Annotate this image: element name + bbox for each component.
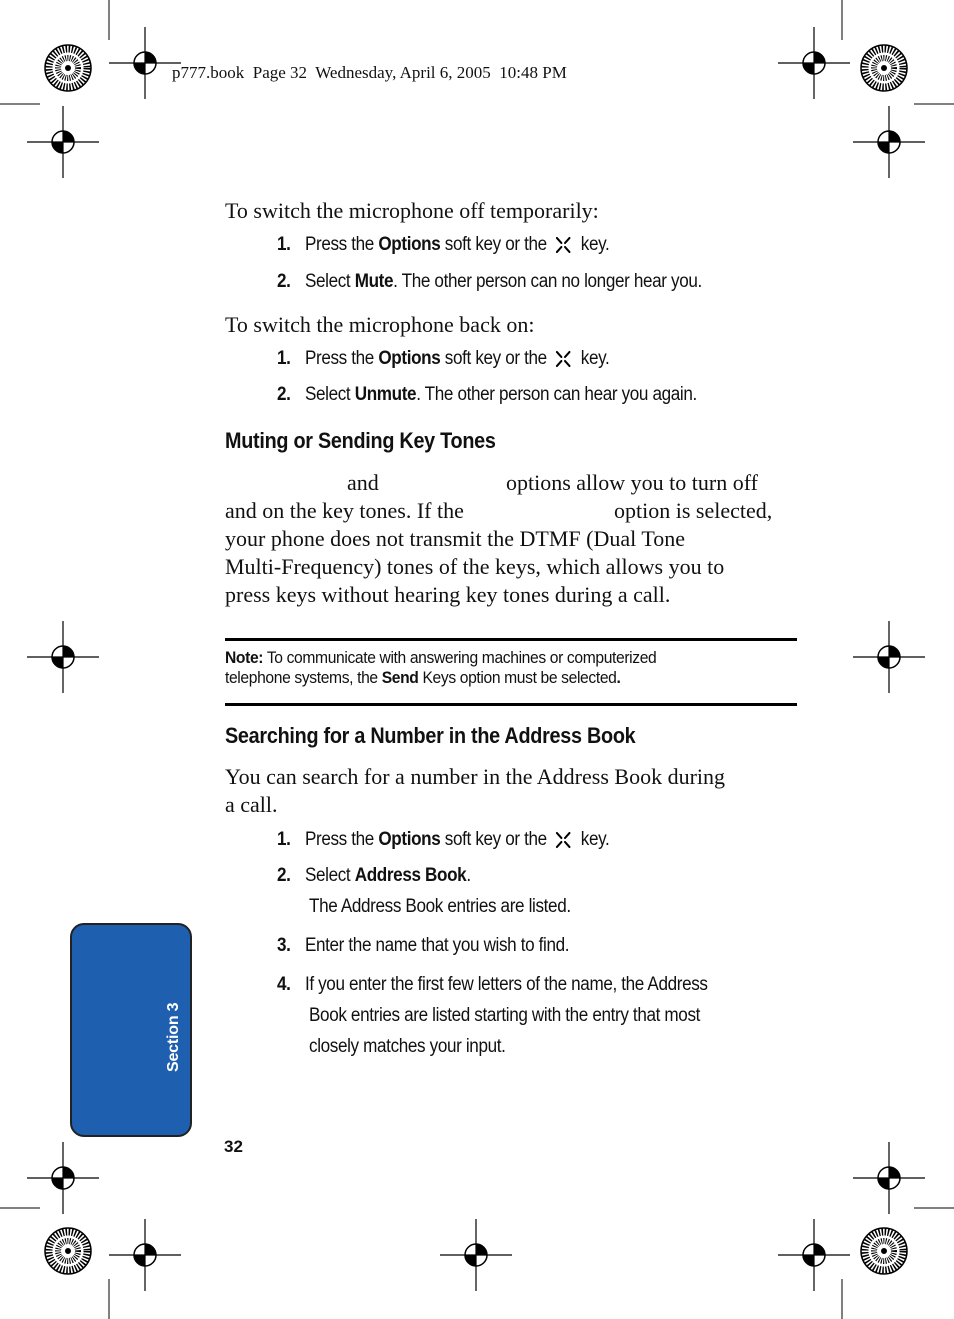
list-item-continued: closely matches your input. [309, 1036, 506, 1057]
unmute-intro: To switch the microphone back on: [225, 312, 535, 337]
para-text: Multi-Frequency) tones of the keys, which allows you to [225, 554, 725, 579]
para-text: option is selected, [614, 498, 773, 523]
crosshair-mark [109, 27, 181, 99]
search-intro: a call. [225, 792, 278, 817]
crosshair-mark [27, 621, 99, 693]
crosshair-mark [109, 1219, 181, 1291]
search-intro: You can search for a number in the Address Book during [225, 764, 726, 789]
crosshair-mark [778, 1219, 850, 1291]
starburst-mark-top-left [45, 45, 91, 91]
para-text: options allow you to turn off [506, 470, 758, 495]
para-text: press keys without hearing key tones during a call. [225, 582, 671, 607]
crosshair-mark [778, 27, 850, 99]
section-tab-label: Section 3 [165, 1002, 182, 1072]
crosshair-mark [853, 1142, 925, 1214]
starburst-mark-bottom-right [861, 1228, 907, 1274]
crosshair-mark [27, 106, 99, 178]
nav-key-icon [553, 350, 573, 368]
list-item: 2. Select Mute. The other person can no longer hear you. [277, 271, 702, 292]
para-text: and on the key tones. If the [225, 498, 464, 523]
nav-key-icon [553, 831, 573, 849]
list-item: 3. Enter the name that you wish to find. [277, 935, 570, 956]
nav-key-icon [553, 236, 573, 254]
para-text: and [347, 470, 379, 495]
list-item: 4. If you enter the first few letters of the name, the Address [277, 974, 708, 995]
list-item: 1. Press the Options soft key or the key. [277, 829, 610, 850]
list-item: 1. Press the Options soft key or the key. [277, 234, 610, 255]
list-item-subtext: The Address Book entries are listed. [309, 896, 571, 917]
list-item-continued: Book entries are listed starting with the entry that most [309, 1005, 701, 1026]
note-top-rule [225, 638, 797, 641]
section-heading: Muting or Sending Key Tones [225, 428, 496, 453]
crosshair-mark [853, 621, 925, 693]
starburst-mark-top-right [861, 45, 907, 91]
print-slug: p777.book Page 32 Wednesday, April 6, 2005 10:48 PM [172, 63, 567, 82]
section-heading: Searching for a Number in the Address Book [225, 723, 636, 748]
crosshair-mark [440, 1219, 512, 1291]
para-text: your phone does not transmit the DTMF (Dual Tone [225, 526, 685, 551]
note: Note: To communicate with answering machines or computerized telephone systems, the Send Keys option must be selected. [225, 648, 657, 687]
page-number: 32 [224, 1137, 243, 1156]
list-item: 2. Select Address Book. [277, 865, 471, 886]
list-item: 2. Select Unmute. The other person can hear you again. [277, 384, 697, 405]
mute-intro: To switch the microphone off temporarily: [225, 198, 599, 223]
starburst-mark-bottom-left [45, 1228, 91, 1274]
note-bottom-rule [225, 703, 797, 706]
crosshair-mark [853, 106, 925, 178]
crosshair-mark [27, 1142, 99, 1214]
list-item: 1. Press the Options soft key or the key. [277, 348, 610, 369]
